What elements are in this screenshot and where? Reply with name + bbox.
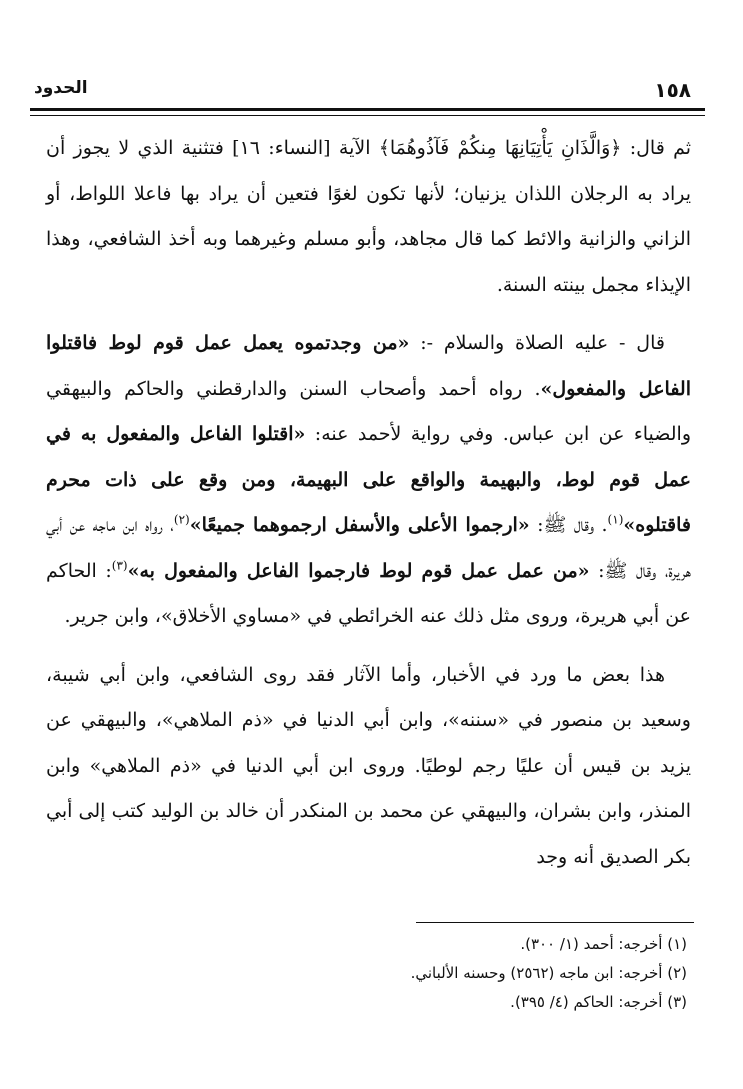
footnote-3: (٣) أخرجه: الحاكم (٤/ ٣٩٥). [510, 993, 687, 1011]
paragraph-1: ثم قال: ﴿وَالَّذَانِ يَأْتِيَانِهَا مِنكُمْ فَآذُوهُمَا﴾ الآية [النساء: ١٦] فتثنية الذي لا يجوز أن يراد به الرجلان اللذان يزنيان؛ لأنها تكون لغوًا فتعين أن يراد بها فاعلا اللواط، أو الزاني والزانية والائط كما قال مجاهد، وأبو مسلم وغيرهما وبه أخذ الشافعي، وهذا الإيذاء مجمل بينته السنة. [46, 137, 691, 296]
text-segment: . رواه أحمد وأصحاب السنن والدارقطني والحاكم والبيهقي والضياء عن ابن عباس. وفي رواية لأحمد عنه: [46, 377, 692, 445]
paragraph-2 [46, 321, 691, 640]
footnote-1: (١) أخرجه: أحمد (١/ ٣٠٠). [520, 935, 687, 953]
footnote-ref-3: (٣) [111, 558, 128, 573]
hadith-quote: «من عمل عمل قوم لوط فارجموا الفاعل والمفعول به» [127, 559, 590, 582]
text-segment: قال - عليه الصلاة والسلام -: [409, 332, 665, 354]
header-rule-thick [30, 108, 705, 111]
hadith-quote: «اقتلوا الفاعل والمفعول به في عمل قوم لوط، والبهيمة والواقع على البهيمة، ومن وقع على ذات محرم فاقتلوه» [46, 423, 691, 536]
footnote-ref-2: (٢) [173, 512, 190, 527]
hadith-quote: «ارجموا الأعلى والأسفل ارجموهما جميعًا» [189, 514, 530, 536]
header-rule-thin [30, 115, 705, 116]
text-segment: ، رواه ابن ماجه عن أبي هريرة، وقال ﷺ: [46, 514, 691, 582]
footnotes [46, 930, 687, 1017]
footnote-2: (٢) أخرجه: ابن ماجه (٢٥٦٢) وحسنه الألباني. [410, 964, 687, 982]
main-text [46, 126, 691, 893]
chapter-title: الحدود [34, 78, 88, 98]
text-segment: . وقال ﷺ: [529, 514, 608, 536]
footnote-separator [416, 922, 694, 923]
paragraph-3: هذا بعض ما ورد في الأخبار، وأما الآثار فقد روى الشافعي، وابن أبي شيبة، وسعيد بن منصور في «سننه»، وابن أبي الدنيا في «ذم الملاهي»، والبيهقي عن يزيد بن قيس أن عليًا رجم لوطيًا. وروى ابن أبي الدنيا في «ذم الملاهي» وابن المنذر، وابن بشران، والبيهقي عن محمد بن المنكدر أن خالد بن الوليد كتب إلى أبي بكر الصديق أنه وجد [46, 663, 691, 868]
hadith-quote: «من وجدتموه يعمل عمل قوم لوط فاقتلوا الفاعل والمفعول» [46, 332, 691, 400]
footnote-ref-1: (١) [607, 512, 624, 527]
page-header [30, 72, 705, 106]
text-segment: : الحاكم عن أبي هريرة، وروى مثل ذلك عنه الخرائطي في «مساوي الأخلاق»، وابن جرير. [46, 559, 691, 627]
page-number: ١٥٨ [654, 78, 691, 102]
